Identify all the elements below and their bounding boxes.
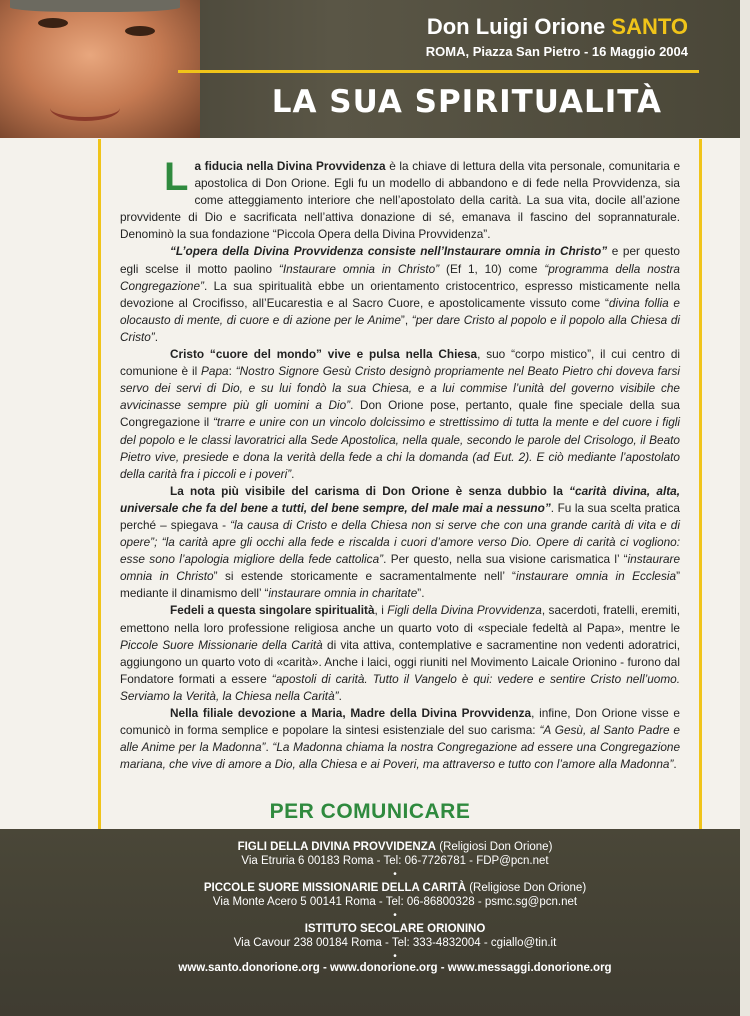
separator-dot: • <box>393 869 397 880</box>
websites-line[interactable]: www.santo.donorione.org - www.donorione.org - www.messaggi.donorione.org <box>178 962 612 974</box>
org1-note: (Religiosi Don Orione) <box>436 841 553 853</box>
p6-text-c: . <box>673 757 677 772</box>
drop-cap: L <box>164 155 189 199</box>
paragraph-6 <box>120 705 680 773</box>
p5-bold: Fedeli a questa singolare spiritualità <box>170 603 375 618</box>
portrait-photo <box>0 0 200 138</box>
p4-text-e: ”. <box>417 586 425 601</box>
footer-title: PER COMUNICARE <box>269 800 471 823</box>
p4-text-c: ” si estende storicamente e sacramentalmente nell’ “ <box>213 569 516 584</box>
paragraph-1 <box>120 155 680 243</box>
p2-text-e: . <box>154 329 159 344</box>
org3-name: ISTITUTO SECOLARE ORIONINO <box>304 923 486 935</box>
portrait-right-eye <box>125 26 155 36</box>
p5-italic-3: “apostoli di carità. Tutto il Vangelo è qui: vedere e sentire Cristo nell’uomo. Serviamo la Verità, la Chiesa nella Carità” <box>120 671 680 703</box>
org2-address: Via Monte Acero 5 00141 Roma - Tel: 06-86800328 - psmc.sg@pcn.net <box>212 896 578 908</box>
p4-bolditalic: “carità divina, alta, universale che fa del bene a tutti, del bene sempre, del male mai a nessuno” <box>120 483 681 515</box>
paragraph-4 <box>120 483 680 603</box>
portrait-hair <box>10 0 180 12</box>
portrait-mouth <box>50 95 120 121</box>
org3-address: Via Cavour 238 00184 Roma - Tel: 333-4832004 - cgiallo@tin.it <box>233 937 557 949</box>
portrait-left-eye <box>38 18 68 28</box>
org1-address: Via Etruria 6 00183 Roma - Tel: 06-7726781 - FDP@pcn.net <box>241 855 549 867</box>
p5-italic-2: Piccole Suore Missionarie della Carità <box>120 637 323 652</box>
p2-text-b: (Ef 1, 10) come <box>439 261 545 276</box>
p4-italic-4: instaurare omnia in charitate <box>268 586 418 601</box>
p5-text-b: , sacerdoti, fratelli, eremiti, emettono nella loro professione religiosa anche un quarto voto di «speciale fedeltà al Papa», mentre le <box>120 603 680 635</box>
p3-text-a: , suo “corpo mistico”, il cui centro di comunione è il <box>120 347 680 379</box>
p3-italic-3: “trarre e unire con un vincolo dolcissimo e strettissimo di tutta la mente e del cuore i figli del popolo e le classi lavoratrici alla Sede Apostolica, nella quale, secondo le parole del Crisologo, il Beato Pietro vive, presiede e dona la verità della fede a chi la domanda (ad Eut. 2). E ciò mediante l’apostolato della carità fra i piccoli e i poveri” <box>120 415 680 481</box>
page-edge <box>740 0 750 1016</box>
p2-text-a: e per questo egli scelse il motto paolino <box>120 244 680 276</box>
p5-text-d: . <box>338 688 342 703</box>
contact-org-1 <box>95 840 695 868</box>
header-name: Don Luigi Orione <box>426 14 606 39</box>
org1-name: FIGLI DELLA DIVINA PROVVIDENZA <box>237 841 437 853</box>
header-subtitle: ROMA, Piazza San Pietro - 16 Maggio 2004 <box>425 44 688 59</box>
p4-italic-3: instaurare omnia in Ecclesia <box>515 569 677 584</box>
p4-text-a: . Fu la sua scelta pratica perché – spiegava - <box>120 500 680 532</box>
p3-italic-1: Papa <box>201 364 229 379</box>
p2-text-c: . La sua spiritualità ebbe un orientamento cristocentrico, espresso misticamente nella devozione al Crocifisso, all’Eucarestia e al Sacro Cuore, e apostolicamente vissuto come “ <box>120 278 680 310</box>
header-band <box>0 0 740 138</box>
p6-bold: Nella filiale devozione a Maria, Madre della Divina Provvidenza <box>170 706 532 720</box>
contact-org-3 <box>95 922 695 950</box>
contact-org-2 <box>95 881 695 909</box>
p6-text-b: . <box>265 740 273 755</box>
p3-italic-2: “Nostro Signore Gesù Cristo designò propriamente nel Beato Pietro chi doveva farsi servo dei servi di Dio, e su lui fondò la sua Chiesa, e a lui commise l’unità del governo visibile che avvicinasse sempre più gli uomini a Dio” <box>120 364 680 413</box>
section-title: LA SUA SPIRITUALITÀ <box>271 84 662 120</box>
p3-bold: Cristo “cuore del mondo” vive e pulsa nella Chiesa <box>170 347 478 362</box>
header-santo: SANTO <box>611 14 688 39</box>
p4-text-d: ” mediante il dinamismo dell’ “ <box>120 569 681 601</box>
org2-name: PICCOLE SUORE MISSIONARIE DELLA CARITÀ <box>203 882 466 894</box>
p4-text-b: . Per questo, nella sua visione carismatica l’ “ <box>383 552 628 567</box>
p2-italic-2: “programma della nostra Congregazione” <box>120 261 680 293</box>
p4-italic-1: “la causa di Cristo e della Chiesa non si serve che con una grande carità di vita e di opere”; “la carità apre gli occhi alla fede e riscalda i cuori d’amore verso Dio. Opere di carità ci vogliono: esse sono l’apologia migliore della fede cattolica” <box>120 517 680 567</box>
p2-italic-1: “Instaurare omnia in Christo” <box>278 261 440 276</box>
p4-bold: La nota più visibile del carisma di Don Orione è senza dubbio la <box>170 483 570 498</box>
paragraph-5 <box>120 602 680 705</box>
p5-text-a: , i <box>374 603 388 618</box>
separator-dot: • <box>393 951 397 962</box>
p6-text-a: , infine, Don Orione visse e comunicò in forma semplice e popolare la sintesi esistenziale del suo carisma: <box>120 706 680 738</box>
separator-dot: • <box>393 910 397 921</box>
p1-bold: a fiducia nella Divina Provvidenza <box>194 159 386 173</box>
article-body <box>120 155 681 773</box>
p6-italic-1: “A Gesù, al Santo Padre e alle Anime per la Madonna” <box>120 723 680 755</box>
p2-bolditalic: “L’opera della Divina Provvidenza consiste nell’Instaurare omnia in Christo” <box>170 244 608 259</box>
p2-text-d: ”, <box>400 312 412 327</box>
p2-italic-4: “per dare Cristo al popolo e il popolo alla Chiesa di Cristo” <box>120 312 681 344</box>
p3-text-c: . Don Orione pose, pertanto, quale fine speciale della sua Congregazione il <box>120 398 680 430</box>
p3-text-b: : <box>228 364 236 379</box>
p6-italic-2: “La Madonna chiama la nostra Congregazione ad essere una Congregazione mariana, che vive di amore a Dio, alla Chiesa e ai Poveri, ma attraverso e tutto con l’amore alla Madonna” <box>120 740 681 772</box>
paragraph-2 <box>120 243 680 346</box>
p5-text-c: di vita attiva, contemplative e sacramentine non vedenti adoratrici, aggiungono un quarto voto di «carità». Anche i laici, oggi riuniti nel Movimento Laicale Orionino - furono dal Fondatore formati a essere <box>120 637 680 686</box>
p5-italic-1: Figli della Divina Provvidenza <box>387 603 542 618</box>
p2-italic-3: divina follia e olocausto di mente, di cuore e di azione per le Anime <box>120 295 680 327</box>
contacts-block <box>95 840 695 963</box>
paragraph-3 <box>120 346 680 483</box>
header-title <box>427 14 688 40</box>
p4-italic-2: instaurare omnia in Christo <box>120 552 681 584</box>
yellow-rule <box>178 70 699 73</box>
org2-note: (Religiose Don Orione) <box>466 882 587 894</box>
p3-text-d: . <box>291 466 295 481</box>
p1-text: è la chiave di lettura della vita personale, comunitaria e apostolica di Don Orione. Egli fu un modello di abbandono e di fede nella Provvidenza, sia come atteggiamento interiore che nell’apostolato della carità. La sua vita, docile all’azione provvidente di Dio e sacrificata nell’attiva donazione di sé, emanava il fascino del soprannaturale. Denominò la sua fondazione “Piccola Opera della Divina Provvidenza”. <box>120 159 680 242</box>
